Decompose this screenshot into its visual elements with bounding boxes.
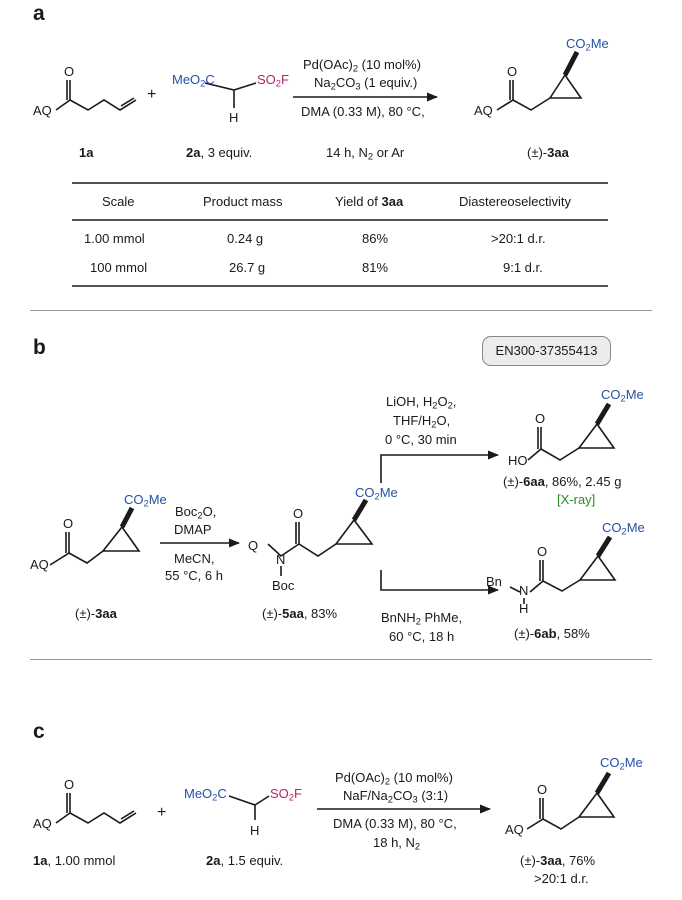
conditions-time: 14 h, $N_2$ or Ar <box>326 145 405 162</box>
table-cell: 86% <box>362 231 389 246</box>
table-cell: 9:1 d.r. <box>503 260 543 275</box>
co2me-group: $CO_2Me$ <box>124 492 167 509</box>
atom-o: O <box>64 777 75 792</box>
reagent-1a-label: 1a, 1.00 mmol <box>33 853 116 868</box>
atom-bn: Bn <box>486 574 502 589</box>
atom-ho: HO <box>508 453 528 468</box>
so2f-group: $SO_2F$ <box>257 72 289 89</box>
step1-solvent: MeCN, <box>174 551 215 566</box>
panel-b-label: b <box>33 336 46 359</box>
plus-sign: + <box>147 86 157 103</box>
atom-boc: Boc <box>272 578 295 593</box>
table-header-scale: Scale <box>102 194 135 209</box>
conditions-time: 18 h, $N_2$ <box>373 835 421 852</box>
lower-reagents: BnNH$_2$ PhMe, <box>381 610 463 627</box>
reagent-1a-label: 1a <box>79 145 94 160</box>
co2me-group: $CO_2Me$ <box>566 36 609 53</box>
atom-aq: AQ <box>474 103 493 118</box>
product-6ab-label: (±)-6ab, 58% <box>514 626 590 641</box>
atom-q: Q <box>248 538 259 553</box>
atom-o: O <box>537 782 548 797</box>
step1-temp: 55 °C, 6 h <box>165 568 223 583</box>
meo2c-group: MeO$_2$C <box>172 72 215 89</box>
conditions-catalyst: $Pd(OAc)_2$ (10 mol%) <box>335 770 453 787</box>
atom-o: O <box>293 506 304 521</box>
co2me-group: $CO_2Me$ <box>602 520 645 537</box>
atom-o: O <box>507 64 518 79</box>
atom-aq: AQ <box>33 103 52 118</box>
product-3aa-label: (±)-3aa <box>527 145 569 160</box>
conditions-base: $Na_2CO_3$ (1 equiv.) <box>314 75 418 92</box>
atom-o: O <box>537 544 548 559</box>
plus-sign: + <box>157 804 167 821</box>
panel-a-label: a <box>33 2 45 25</box>
co2me-group: $CO_2Me$ <box>601 387 644 404</box>
upper-reagents: LiOH, $H_2O_2$, <box>386 394 457 411</box>
atom-o: O <box>64 64 75 79</box>
atom-o: O <box>63 516 74 531</box>
atom-h: H <box>519 601 529 616</box>
table-cell: >20:1 d.r. <box>491 231 546 246</box>
atom-aq: AQ <box>30 557 49 572</box>
intermediate-5aa-label: (±)-5aa, 83% <box>262 606 338 621</box>
upper-temp: 0 °C, 30 min <box>385 432 457 447</box>
product-3aa-label: (±)-3aa, 76% <box>520 853 596 868</box>
conditions-base: NaF/$Na_2CO_3$ (3:1) <box>343 788 449 805</box>
atom-aq: AQ <box>505 822 524 837</box>
table-header-dr: Diastereoselectivity <box>459 194 571 209</box>
product-dr: >20:1 d.r. <box>534 871 589 886</box>
table-header-yield: Yield of 3aa <box>335 194 404 209</box>
reagent-2a-label: 2a, 3 equiv. <box>186 145 253 160</box>
table-header-mass: Product mass <box>203 194 283 209</box>
lower-temp: 60 °C, 18 h <box>389 629 455 644</box>
table-cell: 1.00 mmol <box>84 231 145 246</box>
atom-aq: AQ <box>33 816 52 831</box>
conditions-solvent: DMA (0.33 M), 80 °C, <box>301 104 425 119</box>
so2f-group: $SO_2F$ <box>270 786 302 803</box>
atom-n: N <box>519 583 529 598</box>
atom-h: H <box>229 110 239 125</box>
atom-h: H <box>250 823 260 838</box>
step1-boc2o: Boc$_2$O, <box>175 504 217 521</box>
conditions-solvent: DMA (0.33 M), 80 °C, <box>333 816 457 831</box>
start-3aa-label: (±)-3aa <box>75 606 117 621</box>
atom-o: O <box>535 411 546 426</box>
atom-n: N <box>276 552 286 567</box>
step1-dmap: DMAP <box>174 522 212 537</box>
product-6aa-label: (±)-6aa, 86%, 2.45 g <box>503 474 622 489</box>
compound-id-badge: EN300-37355413 <box>482 336 611 366</box>
co2me-group: $CO_2Me$ <box>600 755 643 772</box>
upper-solvent: THF/$H_2O$, <box>393 413 451 430</box>
reagent-2a-label: 2a, 1.5 equiv. <box>206 853 284 868</box>
meo2c-group: MeO$_2$C <box>184 786 227 803</box>
table-cell: 81% <box>362 260 389 275</box>
table-cell: 100 mmol <box>90 260 148 275</box>
xray-note: [X-ray] <box>557 492 596 507</box>
table-cell: 26.7 g <box>229 260 266 275</box>
conditions-catalyst: $Pd(OAc)_2$ (10 mol%) <box>303 57 421 74</box>
co2me-group: $CO_2Me$ <box>355 485 398 502</box>
panel-c-label: c <box>33 720 45 743</box>
table-cell: 0.24 g <box>227 231 264 246</box>
